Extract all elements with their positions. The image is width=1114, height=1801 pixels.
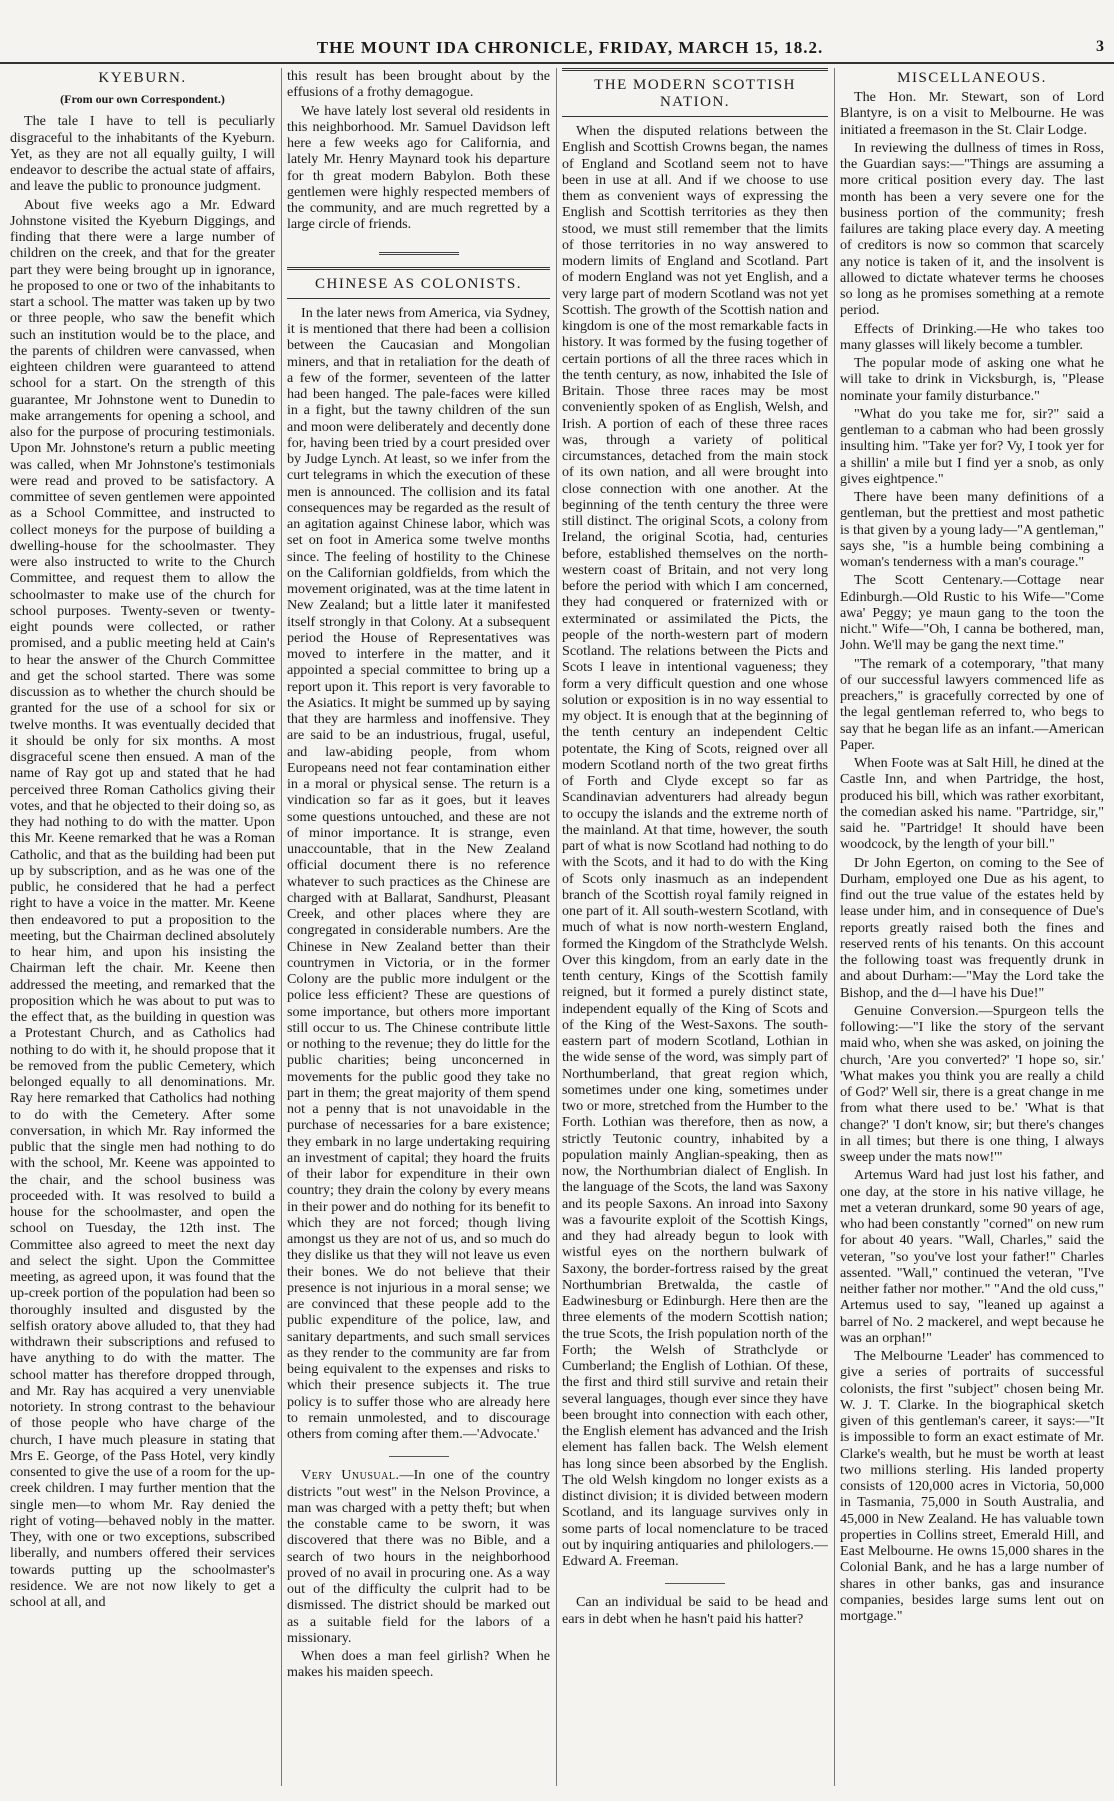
joke-item: Can an individual be said to be head and ears in debt when he hasn't paid his hatter? [562, 1594, 828, 1627]
misc-item: The Hon. Mr. Stewart, son of Lord Blantyre, is on a visit to Melbourne. He was initiated a freemason in the St. Clair Lodge. [840, 89, 1104, 138]
item-lead: Very Unusual. [301, 1467, 400, 1484]
article-paragraph: The tale I have to tell is peculiarly disgraceful to the inhabitants of the Kyeburn. Yet, as they are not all equally guilty, I will endeavor to describe the actual state of affairs, and leave the public to pronounce judgment. [10, 113, 275, 195]
item-text: —In one of the country districts "out west" in the Nelson Province, a man was charged with a petty theft; but when the constable came to be sworn, it was discovered that there was no Bible, and a search of two hours in the neighborhood proved of no avail in procuring one. As a way out of the difficulty the culprit had to be dismissed. The district should be marked out as a suitable field for the labors of a missionary. [287, 1467, 550, 1646]
misc-item: "The remark of a cotemporary, "that many of our successful lawyers commenced life as preachers," is gracefully corrected by one of the legal gentleman referred to, who begs to say that he began life as an infant.—American Paper. [840, 655, 1104, 753]
joke-item: When does a man feel girlish? When he makes his maiden speech. [287, 1648, 550, 1681]
article-paragraph: In the later news from America, via Sydney, it is mentioned that there had been a collision between the Caucasian and Mongolian miners, and that in retaliation for the death of a few of the former, seventeen of the latter had been hanged. The pale-faces were killed in a fight, but the tawny children of the sun and moon were deliberately and decently done for, having been tried by a court presided over by Judge Lynch. At least, so we infer from the curt telegrams in which the execution of these men is announced. The collision and its fatal consequences may be regarded as the result of an agitation against Chinese labor, which was set on foot in America some twelve months since. The feeling of hostility to the Chinese on the Californian goldfields, from which the movement originated, was at the time latent in New Zealand; but a little later it manifested itself strongly in that Colony. At a subsequent period the House of Representatives was moved to interfere in the matter, and it appointed a special committee to bring up a report upon it. This report is very favorable to the Asiatics. It might be summed up by saying that they are harmless and inoffensive. They are said to be an industrious, frugal, useful, and law-abiding people, from whom Europeans need not fear contamination either in a moral or physical sense. The return is a vindication so far as it goes, but it leaves some questions untouched, and these are not of minor importance. It is strange, even unaccountable, that in the New Zealand official document there is no reference whatever to such practices as the Chinese are charged with at Ballarat, Sandhurst, Pleasant Creek, and other places where they are congregated in considerable numbers. Are the Chinese in New Zealand better than their countrymen in Victoria, or in the former Colony are the public more indulgent or the police less efficient? These are questions of some importance, but others more important still occur to us. The Chinese contribute little or nothing to the revenue; they do little for the public charities; being unconcerned in movements for the public good they take no part in them; the great majority of them spend not a penny that is not unavoidable in the purchase of necessaries for a bare existence; they embark in no large undertaking requiring an investment of capital; they hoard the fruits of their labor for expenditure in their own country; they drain the colony by every means in their power and do nothing for its benefit to which they are not forced; though living amongst us they are not of us, and so much do they dislike us that they will not leave us even their bones. We do not believe that their presence is not injurious in a moral sense; we are convinced that these people add to the public expenditure of the police, law, and sanitary departments, and such small services as they render to the community are far from being equivalent to the expenses and risks to which their presence subjects it. The true policy is to suffer those who are already here to remain unmolested, and to discourage others from coming after them.—'Advocate.' [287, 304, 550, 1442]
misc-item: Genuine Conversion.—Spurgeon tells the following:—"I like the story of the servant maid who, when she was asked, on joining the church, 'Are you converted?' 'I hope so, sir.' 'What makes you think you are really a child of God?' Well sir, there is a great change in me from what there used to be.' 'What is that change?' 'I don't know, sir; but there's changes in all times; but there is one thing, I always sweep under the mats now!'" [840, 1002, 1104, 1165]
newspaper-title: THE MOUNT IDA CHRONICLE, FRIDAY, MARCH 15, 18.2. [316, 38, 824, 57]
article-paragraph: We have lately lost several old residents in this neighborhood. Mr. Samuel Davidson left here a few weeks ago for California, and lately Mr. Henry Maynard took his departure for th great modern Babylon. Both these gentlemen were highly respected members of the community, and are much regretted by a large circle of friends. [287, 102, 550, 233]
column-2 [287, 68, 550, 1786]
column-3 [562, 68, 828, 1786]
article-paragraph: When the disputed relations between the English and Scottish Crowns began, the names of England and Scotland seem not to have been in use at all. And if we choose to use them as convenient ways of expressing the English and Scottish territories as they then stood, we must still remember that the limits of those territories in no way answered to modern limits of England and Scotland. Part of modern England was not yet English, and a very large part of modern Scotland was not yet Scottish. The growth of the Scottish nation and kingdom is one of the most remarkable facts in history. It was formed by the fusing together of certain portions of all the three races which in the tenth century, as now, inhabited the Isle of Britain. Those three races may be most conveniently spoken of as English, Welsh, and Irish. A portion of each of these three races was, through a variety of political circumstances, detached from the main stock of its own nation, and all were brought into close connection with one another. At the beginning of the tenth century the three were still distinct. The original Scots, a colony from Ireland, the original Scotia, had, centuries before, established themselves on the north-western coast of Britain, and not very long before the period with which I am concerned, they had conquered or fraternized with or exterminated or assimilated the Picts, the people of the north-western part of modern Scotland. The relations between the Picts and Scots I leave in intentional vagueness; they form a very difficult question and one whose solution or exposition is in no way essential to my object. It is enough that at the beginning of the tenth century an independent Celtic potentate, the King of Scots, reigned over all modern Scotland north of the two great firths of Forth and Clyde except so far as Scandinavian adventurers had already begun to occupy the islands and the extreme north of the mainland. At that time, however, the south part of what is now Scotland had nothing to do with the Scots, and it had to do with the King of Scots only inasmuch as an independent branch of the Scottish royal family reigned in one part of it. All south-western Scotland, with much of what is now north-western England, formed the Kingdom of the Strathclyde Welsh. Over this kingdom, from an early date in the tenth century, Kings of the Scottish family reigned, but it formed a purely distinct state, independent equally of the King of Scots and of the King of the West-Saxons. The south-eastern part of modern Scotland, Lothian in the wide sense of the word, was simply part of Northumberland, that great region which, sometimes under one king, sometimes under two or more, stretched from the Humber to the Forth. Lothian was therefore, then as now, a strictly Teutonic country, inhabited by a population mainly Anglian-speaking, then as now, the Northumbrian dialect of English. In the language of the Scots, the land was Saxony and its people Saxons. An inroad into Saxony was a favourite exploit of the Scottish Kings, and they had already begun to look with wistful eyes on the northern bulwark of Saxony, the border-fortress raised by the great Northumbrian Bretwalda, the castle of Eadwinesburg or Edinburgh. Here then are the three elements of the modern Scottish nation; the true Scots, the Irish population north of the Forth; the Welsh of Strathclyde or Cumberland; the English of Lothian. Of these, the first and third still survive and retain their several languages, though ever since they have been brought into connection with each other, the English element has advanced and the Irish element has fallen back. The Welsh element has long since been absorbed by the English. The old Welsh kingdom no longer exists as a distinct division; it is divided between modern Scotland, and its language survives only in some parts of local nomenclature to be traced out by inquiring antiquaries and philologers.—Edward A. Freeman. [562, 123, 828, 1569]
article-paragraph: About five weeks ago a Mr. Edward Johnstone visited the Kyeburn Diggings, and finding that there were a large number of children on the creek, and that for the greater part they were being brought up in ignorance, he proposed to one or two of the inhabitants to start a school. The matter was taken up by two or three people, who saw the benefit which such an institution would be to the place, and the parents of children were canvassed, when eighteen children were guaranteed to attend school for a start. On the strength of this guarantee, Mr Johnstone went to Dunedin to make arrangements for opening a school, and also for the purpose of procuring testimonials. Upon Mr. Johnstone's return a public meeting was called, when Mr Johnstone's testimonials were read and proved to be satisfactory. A committee of seven gentlemen were appointed as a School Committee, and instructed to collect moneys for the purpose of building a dwelling-house for the schoolmaster. They were also instructed to write to the Church Committee, and request them to allow the schoolmaster to make use of the church for school purposes. Twenty-seven or twenty-eight pounds were collected, or rather promised, and a public meeting held at Cain's to hear the answer of the Church Committee and get the school started. There was some discussion as to whether the church should be granted for the use of a school for six or twelve months. It was eventually decided that it should be only for six months. A most disgraceful scene then ensued. A man of the name of Ray got up and stated that he had perceived three Roman Catholics giving their votes, and that he objected to their doing so, as they had nothing to do with the matter. Upon this Mr. Keene remarked that he was a Roman Catholic, and that as the building had been put up by subscription, and as he was one of the public, he considered that he had a perfect right to have a voice in the matter. Mr. Keene then endeavored to put a proposition to the meeting, but the Chairman declined absolutely to hear him, and upon his insisting the Chairman left the chair. Mr. Keene then addressed the meeting, and remarked that the proposition which he was about to put was to the effect that, as the building in question was a Protestant Church, and as Catholics had nothing to do with it, he should propose that it be removed from the public Cemetery, which belonged equally to all denominations. Mr. Ray here remarked that Catholics had nothing to do with the Cemetery. After some conversation, in which Mr. Ray informed the public that the single men had nothing to do with the school, Mr. Keene was appointed to the chair, and the school business was proceeded with. It was resolved to build a house for the schoolmaster, and open the school on Tuesday, the 12th inst. The Committee also agreed to meet the next day and select the sight. Upon the Committee meeting, as agreed upon, it was found that the up-creek portion of the population had been so thoroughly insulted and disgusted by the selfish oratory above alluded to, that they had withdrawn their subscriptions and refused to have anything to do with the matter. The school matter has therefore dropped through, and Mr. Ray has acquired a very unenviable notoriety. In strong contrast to the behaviour of those people who have charge of the church, I have much pleasure in stating that Mrs E. George, of the Pass Hotel, very kindly consented to give the use of a room for the up-creek children. I may further mention that the single men—to whom Mr. Ray denied the right of voting—behaved nobly in the matter. They, with one or two exceptions, subscribed liberally, and numbers offered their services towards putting up the schoolmaster's residence. We are not now likely to get a school at all, and [10, 196, 275, 1610]
misc-item: Artemus Ward had just lost his father, and one day, at the store in his native village, he met a veteran drunkard, some 90 years of age, who had been constantly "corned" on new rum for about 40 years. "Wall, Charles," said the veteran, "so you've lost your father!" Charles assented. "Wall," continued the veteran, "I've neither father nor mother." "And the old cuss," Artemus used to say, "leaned up against a barrel of No. 2 mackerel, and wept because he was an orphan!" [840, 1167, 1104, 1346]
heading-box [562, 68, 828, 117]
article-heading-miscellaneous: MISCELLANEOUS. [897, 70, 1047, 86]
section-divider [665, 1583, 725, 1584]
heading-box [287, 267, 550, 299]
section-divider [389, 1456, 449, 1457]
misc-item: When Foote was at Salt Hill, he dined at the Castle Inn, and when Partridge, the host, produced his bill, which was rather exorbitant, the comedian asked his name. "Partridge, sir," said he. "Partridge! It should have been woodcock, by the length of your bill." [840, 755, 1104, 853]
column-rule [834, 68, 835, 1786]
column-4 [840, 68, 1104, 1786]
news-item [287, 1467, 550, 1646]
misc-item: Dr John Egerton, on coming to the See of Durham, employed one Due as his agent, to find out the true value of the estates held by lease under him, and in consequence of Due's reports greatly raised both the fines and reserved rents of his tenants. On this account the following toast was frequently drunk in and about Durham:—"May the Lord take the Bishop, and the d—l have his Due!" [840, 854, 1104, 1001]
misc-item: The Melbourne 'Leader' has commenced to give a series of portraits of successful colonists, the first "subject" chosen being Mr. W. J. T. Clarke. In the biographical sketch given of this gentleman's career, it says:—"It is impossible to form an exact estimate of Mr. Clarke's wealth, but he must be worth at least two millions sterling. His landed property consists of 120,000 acres in Victoria, 50,000 in Tasmania, 75,000 in South Australia, and 45,000 in New Zealand. He has valuable town properties in Collins street, Emerald Hill, and East Melbourne. He owns 15,000 shares in the Colonial Bank, and he has a large number of shares in other banks, gas and insurance companies, besides large sums lent out on mortgage." [840, 1348, 1104, 1624]
masthead [0, 36, 1114, 64]
article-heading-scottish: THE MODERN SCOTTISH NATION. [594, 77, 796, 110]
section-divider [287, 243, 550, 259]
misc-item: There have been many definitions of a gentleman, but the prettiest and most pathetic is that given by a young lady—"A gentleman," says she, "is a humble being combining a woman's tenderness with a man's courage." [840, 489, 1104, 570]
misc-item: Effects of Drinking.—He who takes too many glasses will likely become a tumbler. [840, 320, 1104, 353]
misc-item: "What do you take me for, sir?" said a gentleman to a cabman who had been grossly insulting him. "Take yer for? Vy, I took yer for a shillin' a mile but I find yer a snob, as only gives eightpence." [840, 405, 1104, 487]
misc-item: The popular mode of asking one what he will take to drink in Vicksburgh, is, "Please nominate your family disturbance." [840, 355, 1104, 404]
page-number: 3 [1096, 38, 1104, 55]
column-1 [10, 68, 275, 1786]
article-paragraph: this result has been brought about by the effusions of a frothy demagogue. [287, 68, 550, 101]
misc-item: The Scott Centenary.—Cottage near Edinburgh.—Old Rustic to his Wife—"Come awa' Peggy; ye maun gang to the toon the nicht." Wife—"Oh, I canna be bothered, man, John. We'll may be gang the next time." [840, 572, 1104, 654]
article-heading-kyeburn: KYEBURN. [98, 70, 187, 86]
misc-item: In reviewing the dullness of times in Ross, the Guardian says:—"Things are assuming a more critical position every day. The last month has been a very severe one for the business portion of the community; fresh failures are taking place every day. A meeting of creditors is now so common that scarcely any notice is taken of it, and the insolvent is allowed to dictate whatever terms he chooses so long as he promises something at a remote period. [840, 139, 1104, 319]
correspondent-byline: (From our own Correspondent.) [60, 92, 225, 106]
column-rule [281, 68, 282, 1786]
article-heading-chinese: CHINESE AS COLONISTS. [315, 275, 522, 292]
column-rule [556, 68, 557, 1786]
